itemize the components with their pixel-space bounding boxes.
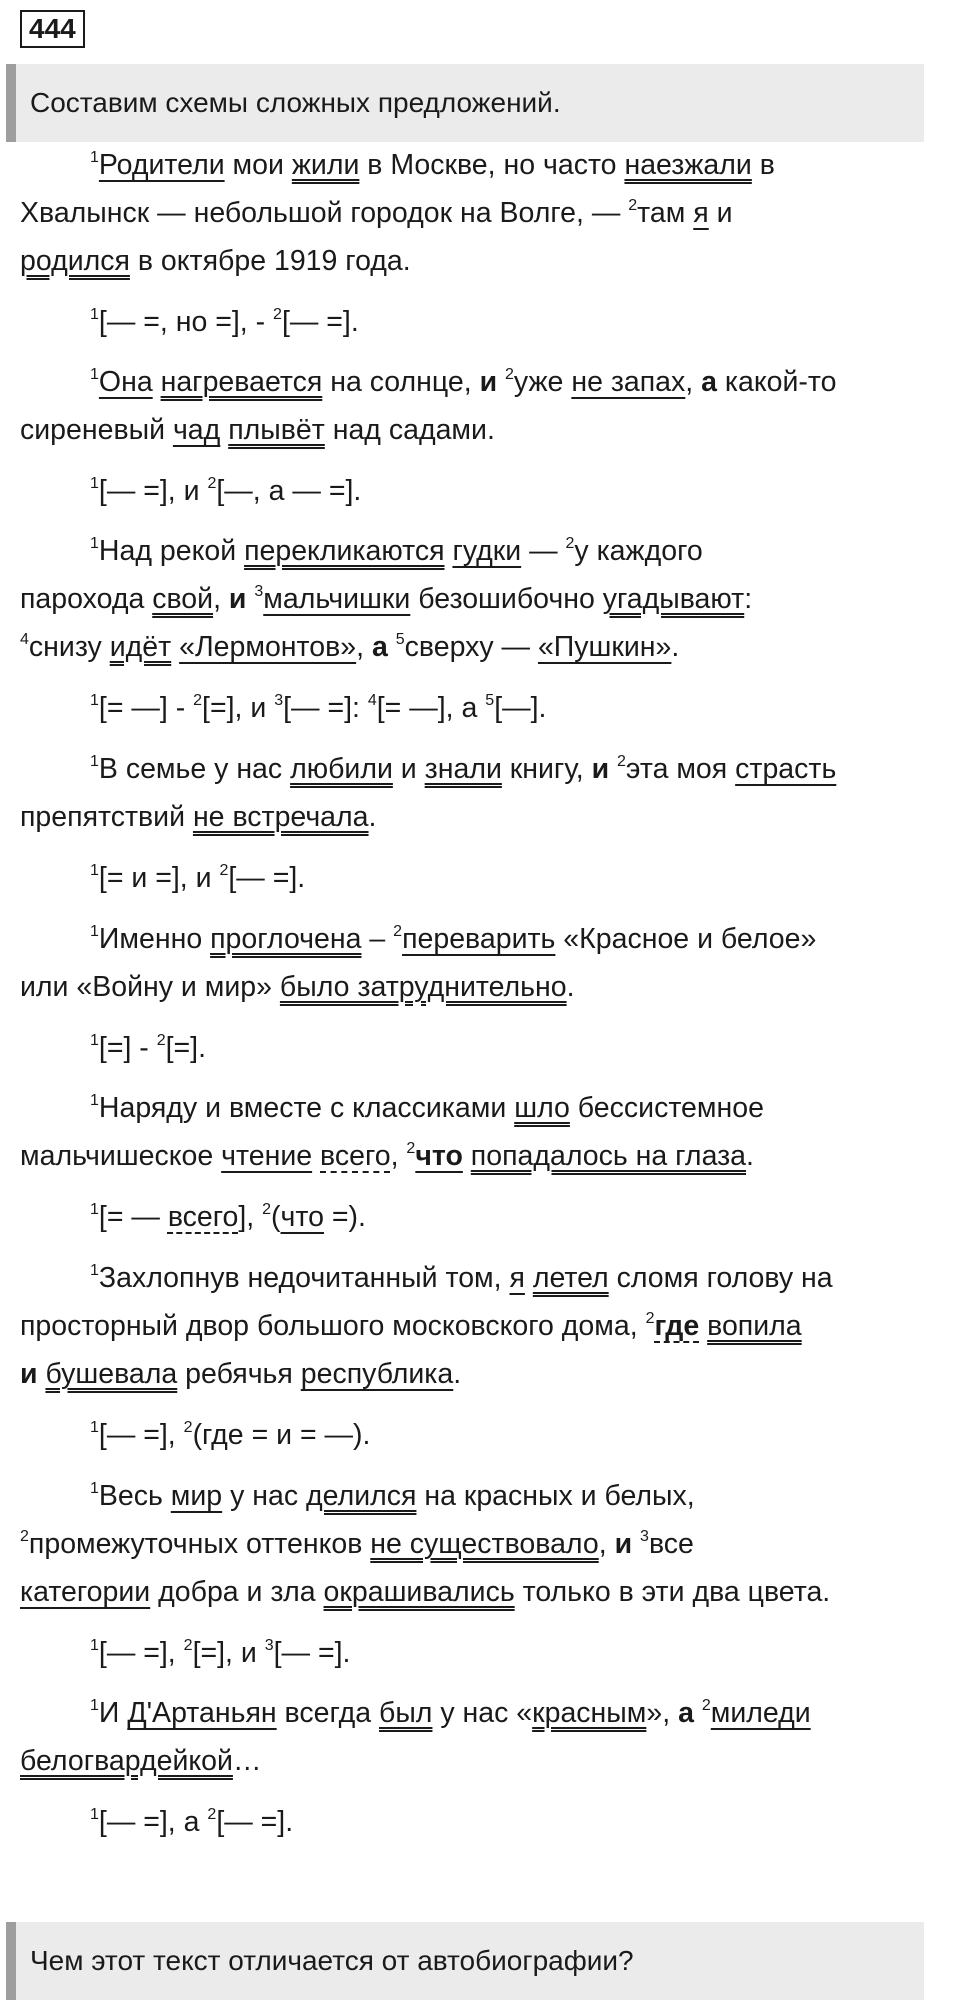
- text-line: [20, 358, 837, 406]
- sentence-member: бушевала: [45, 1358, 178, 1390]
- sentence-member: что: [280, 1201, 324, 1233]
- question-box: [6, 1922, 924, 2000]
- text-line: [20, 1520, 694, 1568]
- text-line: [20, 684, 546, 732]
- sentence-member: что: [415, 1140, 463, 1172]
- text-run: просторный двор большого московского дома,: [20, 1310, 646, 1342]
- sentence-member: было затруднительно: [279, 971, 567, 1003]
- text-run: [— =], и: [98, 475, 208, 507]
- sentence-member: попадалось на глаза: [470, 1140, 747, 1172]
- clause-number: 1: [90, 692, 99, 709]
- text-run: .: [453, 1358, 462, 1390]
- sentence-member: вопила: [707, 1310, 802, 1342]
- text-run: [— =].: [216, 1806, 294, 1838]
- text-run: [— =].: [273, 1637, 351, 1669]
- sentence-member: где: [654, 1310, 700, 1342]
- text-run: ],: [238, 1201, 263, 1233]
- text-line: [20, 1350, 461, 1398]
- text-line: [20, 575, 752, 623]
- text-run: Захлопнув недочитанный том,: [98, 1262, 510, 1294]
- text-run: [699, 1310, 707, 1342]
- text-run: —: [521, 535, 566, 567]
- clause-number: 1: [90, 1092, 99, 1109]
- text-run: промежуточных оттенков: [28, 1528, 371, 1560]
- text-run: сверху —: [404, 631, 538, 663]
- text-run: .: [746, 1140, 754, 1172]
- sentence-member: свой: [152, 583, 214, 615]
- text-run: .: [566, 971, 575, 1003]
- text-line: [20, 527, 703, 575]
- text-run: безошибочно: [410, 583, 603, 615]
- text-line: [20, 1024, 206, 1072]
- text-line: [20, 406, 495, 454]
- clause-number: 3: [264, 1637, 274, 1654]
- text-run: [=] -: [98, 1032, 157, 1064]
- text-run: в Москве, но часто: [359, 149, 625, 181]
- clause-number: 2: [207, 1806, 217, 1823]
- clause-number: 2: [207, 475, 217, 492]
- text-run: всегда: [276, 1697, 379, 1729]
- clause-number: 1: [90, 306, 99, 323]
- text-run: [171, 631, 179, 663]
- task-prompt: [6, 64, 924, 142]
- text-run: [— =],: [98, 1637, 184, 1669]
- text-line: [20, 189, 733, 237]
- sentence-member: был: [379, 1697, 433, 1729]
- sentence-member: страсть: [735, 753, 837, 785]
- text-run: [497, 366, 505, 398]
- sentence-member: родился: [20, 245, 130, 277]
- text-run: [— =].: [228, 862, 306, 894]
- sentence-member: знали: [424, 753, 502, 785]
- clause-number: 2: [156, 1032, 166, 1049]
- text-run: уже: [513, 366, 572, 398]
- sentence-member: мир: [170, 1480, 223, 1512]
- text-line: [20, 467, 361, 515]
- text-run: ,: [685, 366, 702, 398]
- text-run: [—].: [494, 692, 547, 724]
- task-prompt-text: Составим схемы сложных предложений.: [30, 87, 561, 118]
- clause-number: 4: [20, 631, 29, 648]
- text-run: [525, 1262, 533, 1294]
- text-run: «Красное и белое»: [555, 923, 817, 955]
- text-run: [463, 1140, 471, 1172]
- text-line: [20, 141, 775, 189]
- text-line: [20, 237, 411, 285]
- text-run: [— =], а: [98, 1806, 208, 1838]
- clause-number: 2: [262, 1201, 272, 1218]
- text-run: ,: [598, 1528, 615, 1560]
- sentence-member: «Пушкин»: [537, 631, 672, 663]
- clause-number: 2: [406, 1140, 416, 1157]
- sentence-member: красным: [532, 1697, 647, 1729]
- text-run: :: [744, 583, 753, 615]
- text-run: и: [591, 753, 610, 785]
- sentence-member: летел: [532, 1262, 609, 1294]
- text-line: [20, 298, 359, 346]
- text-run: .: [671, 631, 680, 663]
- text-line: [20, 1084, 764, 1132]
- clause-number: 2: [505, 366, 514, 383]
- clause-number: 2: [20, 1528, 29, 1545]
- text-run: и: [479, 366, 498, 398]
- text-line: [20, 1737, 261, 1785]
- sentence-member: Она: [98, 366, 153, 398]
- clause-number: 2: [183, 1637, 193, 1654]
- text-line: [20, 1472, 695, 1520]
- clause-number: 1: [90, 1419, 99, 1436]
- text-run: [=].: [165, 1032, 207, 1064]
- text-run: ,: [356, 631, 372, 663]
- sentence-member: Д'Артаньян: [127, 1697, 277, 1729]
- text-run: ,: [390, 1140, 407, 1172]
- text-run: в: [751, 149, 775, 181]
- text-run: И: [98, 1697, 128, 1729]
- text-run: (: [271, 1201, 281, 1233]
- text-line: [20, 1411, 370, 1459]
- text-run: .: [368, 801, 377, 833]
- clause-number: 1: [90, 1806, 99, 1823]
- sentence-member: не существовало: [370, 1528, 599, 1560]
- clause-number: 1: [90, 923, 99, 940]
- clause-number: 2: [565, 535, 575, 552]
- clause-number: 4: [367, 692, 377, 709]
- text-run: мальчишеское: [20, 1140, 222, 1172]
- clause-number: 2: [617, 753, 626, 770]
- sentence-member: угадывают: [602, 583, 745, 615]
- question-text: Чем этот текст отличается от автобиографии?: [30, 1945, 634, 1976]
- sentence-member: проглочена: [210, 923, 362, 955]
- clause-number: 1: [90, 535, 99, 552]
- clause-number: 3: [640, 1528, 649, 1545]
- text-run: все: [648, 1528, 694, 1560]
- clause-number: 1: [90, 1697, 99, 1714]
- text-run: а: [678, 1697, 694, 1729]
- sentence-member: чтение: [221, 1140, 313, 1172]
- sentence-member: шло: [514, 1092, 570, 1124]
- clause-number: 1: [90, 1032, 99, 1049]
- clause-number: 2: [393, 923, 403, 940]
- text-run: или «Войну и мир»: [20, 971, 280, 1003]
- text-run: книгу,: [501, 753, 592, 785]
- clause-number: 3: [254, 583, 264, 600]
- clause-number: 2: [273, 306, 282, 323]
- text-run: а: [371, 631, 388, 663]
- sentence-member: делился: [306, 1480, 417, 1512]
- sentence-member: категории: [20, 1576, 151, 1608]
- sentence-member: плывёт: [228, 414, 325, 446]
- text-run: [312, 1140, 320, 1172]
- text-line: [20, 963, 575, 1011]
- text-run: эта моя: [625, 753, 736, 785]
- sentence-member: я: [693, 197, 709, 229]
- sentence-member: гудки: [452, 535, 522, 567]
- clause-number: 1: [90, 149, 99, 166]
- text-run: и: [708, 197, 733, 229]
- clause-number: 2: [701, 1697, 711, 1714]
- text-line: [20, 623, 679, 671]
- sentence-member: не встречала: [192, 801, 369, 833]
- clause-number: 3: [274, 692, 284, 709]
- text-run: [— =],: [98, 1419, 184, 1451]
- clause-number: 2: [193, 692, 203, 709]
- sentence-member: Родители: [98, 149, 225, 181]
- text-line: [20, 1798, 293, 1846]
- clause-number: 1: [90, 475, 99, 492]
- text-run: [— =, но =], -: [98, 306, 274, 338]
- text-line: [20, 745, 836, 793]
- sentence-member: мальчишки: [263, 583, 411, 615]
- text-run: и: [228, 583, 247, 615]
- text-line: [20, 793, 376, 841]
- sentence-member: республика: [300, 1358, 454, 1390]
- text-run: [—, а — =].: [216, 475, 362, 507]
- text-run: Над рекой: [98, 535, 245, 567]
- clause-number: 1: [90, 753, 99, 770]
- clause-number: 2: [183, 1419, 193, 1436]
- text-run: парохода: [20, 583, 153, 615]
- sentence-member: нагревается: [160, 366, 323, 398]
- text-run: [= —: [98, 1201, 168, 1233]
- text-run: над садами.: [324, 414, 495, 446]
- clause-number: 1: [90, 1637, 99, 1654]
- sentence-member: чад: [172, 414, 221, 446]
- text-run: [— =].: [281, 306, 359, 338]
- clause-number: 5: [485, 692, 495, 709]
- text-line: [20, 915, 816, 963]
- clause-number: 1: [90, 862, 99, 879]
- sentence-member: «Лермонтов»: [179, 631, 357, 663]
- text-run: бессистемное: [569, 1092, 764, 1124]
- clause-number: 1: [90, 1262, 99, 1279]
- text-run: препятствий: [20, 801, 193, 833]
- text-run: Именно: [98, 923, 211, 955]
- text-run: Весь: [98, 1480, 171, 1512]
- text-run: какой-то: [717, 366, 837, 398]
- text-run: [609, 753, 617, 785]
- text-run: а: [701, 366, 717, 398]
- sentence-member: всего: [167, 1201, 239, 1233]
- sentence-member: перекликаются: [244, 535, 445, 567]
- sentence-member: не запах: [571, 366, 686, 398]
- sentence-member: я: [509, 1262, 525, 1294]
- exercise-number: 444: [20, 10, 85, 48]
- sentence-member: миледи: [710, 1697, 811, 1729]
- text-run: на красных и белых,: [416, 1480, 695, 1512]
- text-line: [20, 1302, 802, 1350]
- text-run: ребячья: [177, 1358, 301, 1390]
- text-run: на солнце,: [322, 366, 480, 398]
- text-run: сломя голову на: [608, 1262, 833, 1294]
- text-run: только в эти два цвета.: [514, 1576, 831, 1608]
- text-run: и: [614, 1528, 633, 1560]
- text-run: =).: [323, 1201, 366, 1233]
- clause-number: 5: [395, 631, 405, 648]
- text-run: [= —] -: [98, 692, 194, 724]
- sentence-member: белогвардейкой: [20, 1745, 233, 1777]
- text-run: [= и =], и: [98, 862, 220, 894]
- text-run: Наряду и вместе с классиками: [98, 1092, 515, 1124]
- text-run: [= —], а: [376, 692, 486, 724]
- text-run: в октябре 1919 года.: [129, 245, 411, 277]
- text-run: [153, 366, 161, 398]
- text-run: (где = и = —).: [192, 1419, 371, 1451]
- text-run: [=], и: [192, 1637, 265, 1669]
- sentence-member: любили: [290, 753, 393, 785]
- text-run: мои: [224, 149, 292, 181]
- text-line: [20, 1629, 350, 1677]
- text-run: ,: [213, 583, 229, 615]
- text-run: [388, 631, 396, 663]
- text-run: Хвалынск — небольшой городок на Волге, —: [20, 197, 629, 229]
- clause-number: 2: [645, 1310, 655, 1327]
- clause-number: 2: [219, 862, 229, 879]
- sentence-member: переварить: [402, 923, 556, 955]
- clause-number: 2: [628, 197, 638, 214]
- text-run: и: [20, 1358, 38, 1390]
- text-line: [20, 1132, 754, 1180]
- text-line: [20, 854, 305, 902]
- text-run: у нас: [222, 1480, 307, 1512]
- text-run: [632, 1528, 640, 1560]
- sentence-member: наезжали: [624, 149, 752, 181]
- text-run: у каждого: [574, 535, 703, 567]
- sentence-member: жили: [291, 149, 360, 181]
- text-line: [20, 1568, 830, 1616]
- text-run: …: [232, 1745, 262, 1777]
- text-run: В семье у нас: [98, 753, 291, 785]
- text-run: [694, 1697, 702, 1729]
- clause-number: 1: [90, 1201, 99, 1218]
- text-run: и: [392, 753, 425, 785]
- text-run: [220, 414, 228, 446]
- text-run: »,: [646, 1697, 679, 1729]
- clause-number: 1: [90, 1480, 99, 1497]
- text-line: [20, 1689, 811, 1737]
- text-run: сиреневый: [20, 414, 173, 446]
- text-run: там: [637, 197, 694, 229]
- sentence-member: идёт: [109, 631, 172, 663]
- text-run: [— =]:: [283, 692, 368, 724]
- text-line: [20, 1193, 366, 1241]
- text-run: [=], и: [202, 692, 275, 724]
- clause-number: 1: [90, 366, 99, 383]
- text-run: добра и зла: [150, 1576, 324, 1608]
- sentence-member: окрашивались: [323, 1576, 515, 1608]
- text-run: –: [361, 923, 394, 955]
- text-run: у нас «: [432, 1697, 533, 1729]
- text-run: снизу: [28, 631, 110, 663]
- text-line: [20, 1254, 833, 1302]
- sentence-member: всего: [320, 1140, 391, 1172]
